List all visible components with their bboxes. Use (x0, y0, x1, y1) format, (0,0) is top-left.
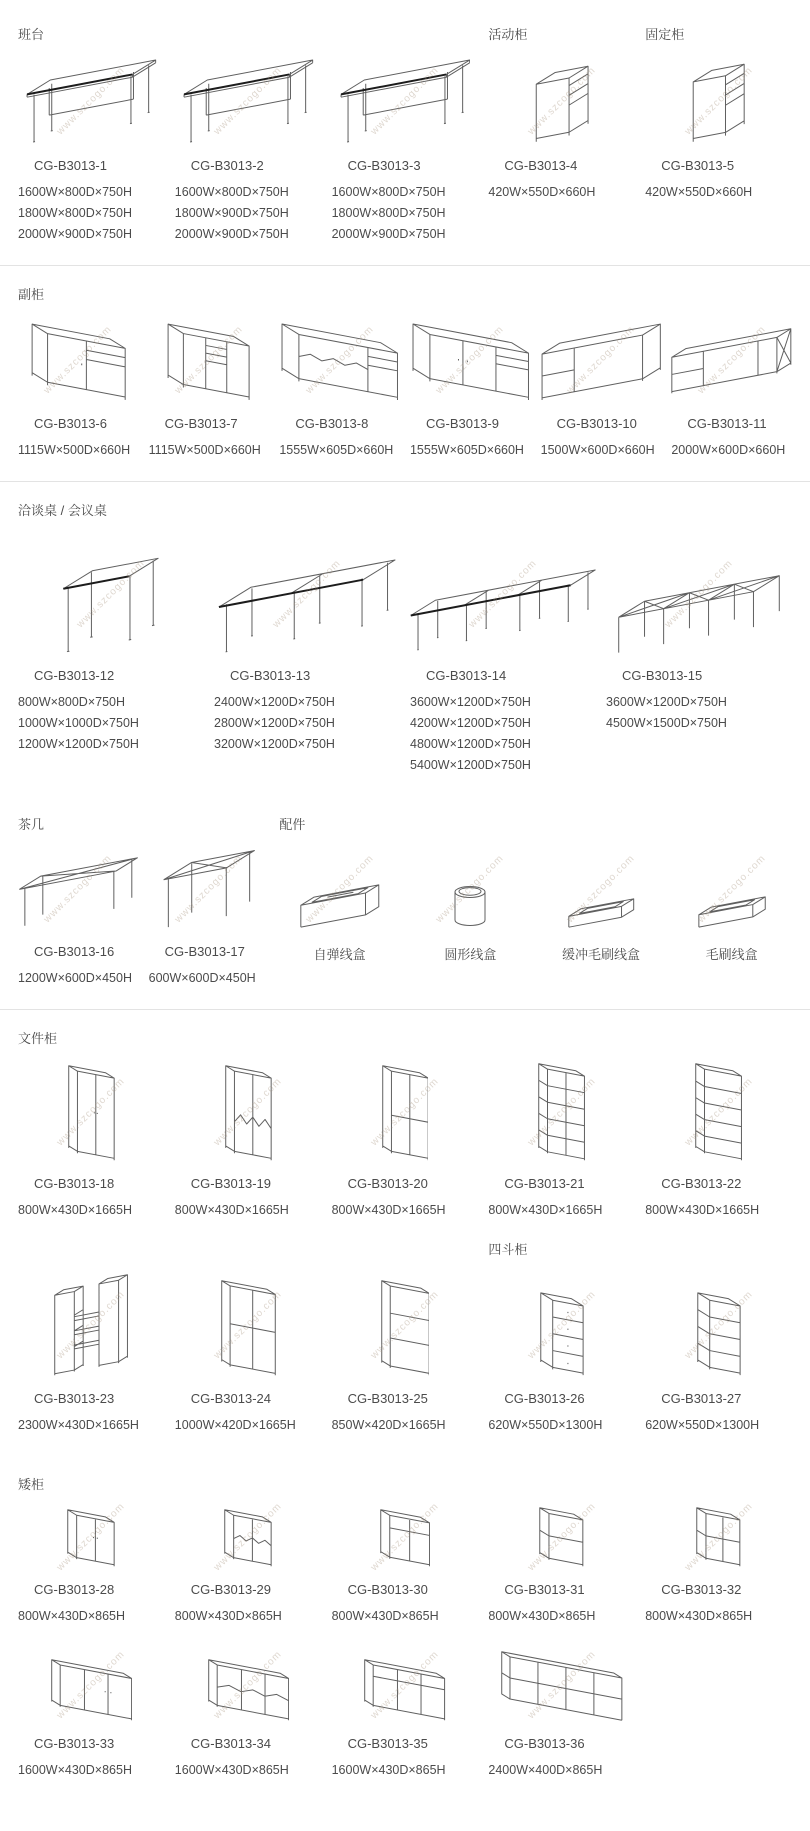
dimension-line: 1555W×605D×660H (409, 443, 524, 457)
product-dimensions (410, 440, 531, 461)
product-dimensions (175, 1760, 322, 1781)
four-drawer-unit-icon (488, 1270, 635, 1376)
dimension-line: 1200W×600D×450H (18, 971, 132, 985)
product-dimensions (488, 1760, 635, 1781)
dimension-line: 1500W×600D×660H (540, 443, 655, 457)
product-code: CG-B3013-5 (661, 158, 735, 173)
items-row (18, 1501, 792, 1627)
product-item (488, 1501, 635, 1627)
dimension-line: 2000W×900D×750H (174, 227, 289, 241)
product-item (332, 1059, 479, 1221)
product-item (488, 1270, 635, 1436)
dimension-line: 1600W×430D×865H (331, 1763, 446, 1777)
product-code: CG-B3013-7 (164, 416, 238, 431)
product-item (671, 845, 792, 989)
dimension-line: 1800W×800D×750H (18, 206, 132, 220)
dimension-line: 1800W×900D×750H (174, 206, 289, 220)
section-header-row (18, 796, 792, 845)
wide-low-cabinet-doors-icon (18, 1647, 165, 1721)
product-code: CG-B3013-21 (504, 1176, 585, 1191)
product-code: CG-B3013-4 (504, 158, 578, 173)
product-item (18, 531, 204, 776)
section-header-row (18, 1221, 792, 1270)
product-code: CG-B3013-25 (347, 1391, 428, 1406)
section-title: 配件 (279, 817, 306, 832)
product-code: CG-B3013-20 (347, 1176, 428, 1191)
product-item (645, 1501, 792, 1627)
watermark: www.szcogo.com (525, 1649, 598, 1722)
accessory-name: 圆形线盒 (444, 947, 497, 962)
product-dimensions (149, 440, 270, 461)
product-code: CG-B3013-3 (347, 158, 421, 173)
dimension-line: 800W×430D×865H (18, 1609, 126, 1623)
section-header-row (18, 482, 792, 531)
watermark: www.szcogo.com (368, 1501, 442, 1574)
desk-icon (175, 55, 322, 143)
soft-brush-cable-tray-icon (541, 845, 662, 929)
product-item (541, 845, 662, 989)
product-item (645, 1059, 792, 1221)
product-item (488, 1059, 635, 1221)
product-code: CG-B3013-27 (661, 1391, 742, 1406)
product-dimensions (645, 1200, 792, 1221)
section-title: 活动柜 (488, 27, 528, 42)
meeting-table-3seg-icon (410, 531, 596, 653)
tall-shelf-open-icon (645, 1059, 792, 1161)
product-code: CG-B3013-16 (34, 944, 115, 959)
watermark: www.szcogo.com (368, 1075, 442, 1149)
fixed-pedestal-icon (645, 55, 792, 143)
watermark: www.szcogo.com (74, 558, 148, 631)
section-title: 固定柜 (645, 27, 685, 42)
dimension-line: 1600W×430D×865H (18, 1763, 132, 1777)
watermark: www.szcogo.com (303, 323, 376, 396)
product-dimensions (175, 182, 322, 245)
wide-low-cabinet-drawer-icon (332, 1647, 479, 1721)
tea-table-rect-icon (18, 845, 139, 929)
dimension-line: 4800W×1200D×750H (410, 737, 531, 751)
dimension-line: 620W×550D×1300H (645, 1418, 760, 1432)
watermark: www.szcogo.com (55, 1649, 128, 1722)
dimension-line: 2300W×430D×1665H (18, 1418, 139, 1432)
product-code: CG-B3013-12 (34, 668, 115, 683)
section-header-row (18, 6, 792, 55)
brush-cable-tray-icon (671, 845, 792, 929)
watermark: www.szcogo.com (212, 1649, 285, 1722)
product-dimensions (332, 1415, 479, 1436)
watermark: www.szcogo.com (368, 64, 442, 137)
product-dimensions (541, 440, 662, 461)
dimension-line: 800W×430D×865H (645, 1609, 753, 1623)
catalog-sections (18, 6, 792, 1801)
product-item (410, 845, 531, 989)
product-dimensions (175, 1415, 322, 1436)
product-dimensions (488, 1606, 635, 1627)
product-item (18, 1270, 165, 1436)
product-code: CG-B3013-1 (34, 158, 107, 173)
watermark: www.szcogo.com (682, 1501, 755, 1574)
watermark: www.szcogo.com (662, 558, 736, 631)
section-side-cabinets (18, 266, 792, 481)
dimension-line: 1115W×500D×660H (148, 443, 261, 457)
low-shelf-grid-icon (645, 1501, 792, 1574)
watermark: www.szcogo.com (525, 1501, 598, 1574)
tall-shelf-combo-icon (18, 1270, 165, 1376)
dimension-line: 5400W×1200D×750H (410, 758, 531, 772)
watermark: www.szcogo.com (682, 1075, 755, 1149)
watermark: www.szcogo.com (525, 64, 598, 137)
tall-cabinet-4pane-icon (175, 1270, 322, 1376)
product-code: CG-B3013-24 (190, 1391, 272, 1406)
watermark: www.szcogo.com (525, 1288, 598, 1362)
product-item (488, 55, 635, 245)
low-cabinet-drawer-icon (332, 1501, 479, 1574)
dimension-line: 1555W×605D×660H (279, 443, 394, 457)
product-item (18, 55, 165, 245)
product-item (671, 315, 792, 461)
product-dimensions (332, 182, 479, 245)
dimension-line: 420W×550D×660H (645, 185, 753, 199)
accessory-name: 自弹线盒 (313, 947, 366, 962)
accessory-name: 缓冲毛刷线盒 (561, 947, 640, 962)
product-code: CG-B3013-28 (34, 1582, 115, 1597)
watermark: www.szcogo.com (368, 1288, 442, 1362)
product-code: CG-B3013-22 (661, 1176, 742, 1191)
product-item (332, 1647, 479, 1781)
items-row (18, 1270, 792, 1436)
product-dimensions (279, 440, 400, 461)
watermark: www.szcogo.com (42, 323, 115, 396)
sideboard-drawers-door-icon (18, 315, 139, 401)
product-code: CG-B3013-15 (622, 668, 703, 683)
round-cable-grommet-icon (410, 845, 531, 929)
dimension-line: 3200W×1200D×750H (214, 737, 335, 751)
dimension-line: 1800W×800D×750H (331, 206, 446, 220)
dimension-line: 4200W×1200D×750H (410, 716, 531, 730)
wide-low-cabinet-wave-icon (175, 1647, 322, 1721)
product-item (332, 55, 479, 245)
product-item (175, 1059, 322, 1221)
pop-up-cable-box-icon (279, 845, 400, 929)
product-item (645, 55, 792, 245)
dimension-line: 2400W×1200D×750H (214, 695, 335, 709)
tall-cabinet-split-icon (332, 1059, 479, 1161)
dimension-line: 3600W×1200D×750H (606, 695, 727, 709)
meeting-table-xframe-icon (606, 531, 792, 653)
items-row (18, 315, 792, 461)
watermark: www.szcogo.com (55, 64, 128, 137)
dimension-line: 2800W×1200D×750H (214, 716, 335, 730)
watermark: www.szcogo.com (55, 1501, 128, 1574)
section-low-cabinets (18, 1456, 792, 1801)
dimension-line: 600W×600D×450H (148, 971, 256, 985)
dimension-line: 2400W×400D×865H (488, 1763, 603, 1777)
watermark: www.szcogo.com (212, 1501, 285, 1574)
product-dimensions (18, 1606, 165, 1627)
low-shelf-open-icon (488, 1501, 635, 1574)
meeting-table-square-icon (18, 531, 204, 653)
dimension-line: 800W×430D×1665H (645, 1203, 760, 1217)
product-dimensions (175, 1200, 322, 1221)
watermark: www.szcogo.com (368, 1649, 442, 1722)
product-dimensions (645, 1415, 792, 1436)
product-code: CG-B3013-29 (190, 1582, 272, 1597)
section-title: 茶几 (18, 817, 45, 832)
product-dimensions (332, 1760, 479, 1781)
dimension-line: 800W×430D×1665H (331, 1203, 446, 1217)
four-shelf-unit-icon (645, 1270, 792, 1376)
product-item (541, 315, 662, 461)
watermark: www.szcogo.com (303, 852, 376, 925)
section-header-row (18, 1010, 792, 1059)
product-item (488, 1647, 635, 1781)
tall-shelf-grid-icon (488, 1059, 635, 1161)
product-dimensions (645, 1606, 792, 1627)
product-dimensions (18, 1760, 165, 1781)
sideboard-center-drawers-icon (149, 315, 270, 401)
watermark: www.szcogo.com (42, 852, 115, 925)
tall-cabinet-3tier-icon (332, 1270, 479, 1376)
items-row (18, 55, 792, 245)
section-title: 四斗柜 (488, 1242, 528, 1257)
desk-icon (18, 55, 165, 143)
low-cabinet-doors-icon (18, 1501, 165, 1574)
section-meeting-tables (18, 482, 792, 796)
product-item (149, 845, 270, 989)
watermark: www.szcogo.com (564, 852, 638, 925)
product-code: CG-B3013-9 (425, 416, 499, 431)
items-row (18, 531, 792, 776)
tall-cabinet-wave-icon (175, 1059, 322, 1161)
watermark: www.szcogo.com (682, 1288, 755, 1362)
product-item (410, 315, 531, 461)
dimension-line: 800W×800D×750H (18, 695, 126, 709)
product-item (18, 1059, 165, 1221)
watermark: www.szcogo.com (525, 1075, 598, 1149)
dimension-line: 800W×430D×865H (331, 1609, 439, 1623)
product-item (18, 1501, 165, 1627)
desk-icon (332, 55, 479, 143)
product-item (175, 1647, 322, 1781)
product-code: CG-B3013-31 (504, 1582, 585, 1597)
product-dimensions (214, 692, 400, 755)
product-dimensions (410, 692, 596, 776)
watermark: www.szcogo.com (695, 852, 768, 925)
credenza-open-icon (541, 315, 662, 401)
product-item (279, 845, 400, 989)
dimension-line: 1200W×1200D×750H (18, 737, 139, 751)
product-dimensions (18, 1200, 165, 1221)
dimension-line: 2000W×900D×750H (331, 227, 446, 241)
watermark: www.szcogo.com (270, 558, 344, 631)
product-item (332, 1270, 479, 1436)
dimension-line: 1600W×800D×750H (331, 185, 446, 199)
items-row (18, 1059, 792, 1221)
product-dimensions (671, 440, 792, 461)
dimension-line: 420W×550D×660H (488, 185, 596, 199)
accessory-name: 毛刷线盒 (705, 947, 758, 962)
product-dimensions (18, 1415, 165, 1436)
watermark: www.szcogo.com (434, 852, 507, 925)
low-cabinet-wave-icon (175, 1501, 322, 1574)
section-title: 矮柜 (18, 1477, 45, 1492)
dimension-line: 800W×430D×1665H (18, 1203, 132, 1217)
product-code: CG-B3013-6 (34, 416, 107, 431)
section-file-cabinets (18, 1010, 792, 1456)
product-item (149, 315, 270, 461)
dimension-line: 1600W×430D×865H (174, 1763, 289, 1777)
watermark: www.szcogo.com (564, 323, 638, 396)
dimension-line: 2000W×900D×750H (18, 227, 132, 241)
dimension-line: 1600W×800D×750H (174, 185, 289, 199)
watermark: www.szcogo.com (55, 1288, 128, 1362)
product-code: CG-B3013-30 (347, 1582, 428, 1597)
product-dimensions (488, 182, 635, 203)
sideboard-double-door-icon (410, 315, 531, 401)
product-code: CG-B3013-19 (190, 1176, 272, 1191)
product-code: CG-B3013-34 (190, 1736, 272, 1751)
watermark: www.szcogo.com (212, 1075, 285, 1149)
section-header-row (18, 1456, 792, 1505)
product-code: CG-B3013-8 (295, 416, 369, 431)
dimension-line: 800W×430D×1665H (488, 1203, 603, 1217)
product-item (175, 55, 322, 245)
items-row (18, 1647, 792, 1781)
section-title: 副柜 (18, 287, 45, 302)
product-item (214, 531, 400, 776)
watermark: www.szcogo.com (172, 852, 246, 925)
section-title: 文件柜 (18, 1031, 58, 1046)
credenza-open-x-icon (671, 315, 792, 401)
product-dimensions (18, 182, 165, 245)
dimension-line: 1000W×420D×1665H (174, 1418, 296, 1432)
product-code: CG-B3013-17 (164, 944, 245, 959)
product-code: CG-B3013-2 (190, 158, 264, 173)
product-item (279, 315, 400, 461)
product-dimensions (18, 968, 139, 989)
product-item (174, 1501, 322, 1627)
watermark: www.szcogo.com (682, 64, 755, 137)
dimension-line: 800W×430D×865H (488, 1609, 596, 1623)
watermark: www.szcogo.com (434, 323, 507, 396)
product-dimensions (149, 968, 270, 989)
watermark: www.szcogo.com (212, 1288, 285, 1362)
product-dimensions (488, 1200, 635, 1221)
dimension-line: 800W×430D×865H (174, 1609, 282, 1623)
product-code: CG-B3013-10 (556, 416, 637, 431)
product-code: CG-B3013-11 (687, 416, 767, 431)
dimension-line: 1000W×1000D×750H (18, 716, 139, 730)
product-item (18, 315, 139, 461)
product-code: CG-B3013-36 (504, 1736, 585, 1751)
product-item (18, 845, 139, 989)
product-code: CG-B3013-33 (34, 1736, 115, 1751)
product-dimensions (645, 182, 792, 203)
dimension-line: 3600W×1200D×750H (410, 695, 531, 709)
product-item (410, 531, 596, 776)
product-code: CG-B3013-18 (34, 1176, 115, 1191)
watermark: www.szcogo.com (695, 323, 768, 396)
wide-low-shelf-grid-icon (488, 1647, 635, 1721)
product-item (18, 1647, 165, 1781)
product-dimensions (18, 440, 139, 461)
product-code: CG-B3013-14 (426, 668, 507, 683)
watermark: www.szcogo.com (466, 558, 540, 631)
section-title: 洽谈桌 / 会议桌 (18, 503, 107, 518)
product-item (175, 1270, 322, 1436)
sideboard-wave-icon (279, 315, 400, 401)
tea-table-square-icon (149, 845, 270, 929)
product-code: CG-B3013-23 (34, 1391, 115, 1406)
product-item (331, 1501, 479, 1627)
product-item (606, 531, 792, 776)
dimension-line: 850W×420D×1665H (331, 1418, 446, 1432)
product-dimensions (606, 692, 792, 734)
dimension-line: 4500W×1500D×750H (606, 716, 727, 730)
watermark: www.szcogo.com (55, 1075, 128, 1149)
product-dimensions (175, 1606, 322, 1627)
dimension-line: 620W×550D×1300H (488, 1418, 603, 1432)
mobile-pedestal-icon (488, 55, 635, 143)
product-item (645, 1270, 792, 1436)
dimension-line: 1115W×500D×660H (18, 443, 131, 457)
product-dimensions (332, 1200, 479, 1221)
section-executive-desks (18, 6, 792, 265)
product-dimensions (488, 1415, 635, 1436)
dimension-line: 1600W×800D×750H (18, 185, 132, 199)
watermark: www.szcogo.com (172, 323, 246, 396)
section-title: 班台 (18, 27, 45, 42)
watermark: www.szcogo.com (212, 64, 285, 137)
section-header-row (18, 266, 792, 315)
product-code: CG-B3013-32 (661, 1582, 742, 1597)
items-row (18, 845, 792, 989)
section-tea-tables-accessories (18, 796, 792, 1009)
tall-cabinet-doors-icon (18, 1059, 165, 1161)
dimension-line: 800W×430D×1665H (174, 1203, 289, 1217)
product-code: CG-B3013-35 (347, 1736, 428, 1751)
product-code: CG-B3013-26 (504, 1391, 585, 1406)
dimension-line: 2000W×600D×660H (671, 443, 786, 457)
product-dimensions (332, 1606, 479, 1627)
meeting-table-2seg-icon (214, 531, 400, 653)
product-dimensions (18, 692, 204, 755)
product-code: CG-B3013-13 (230, 668, 311, 683)
